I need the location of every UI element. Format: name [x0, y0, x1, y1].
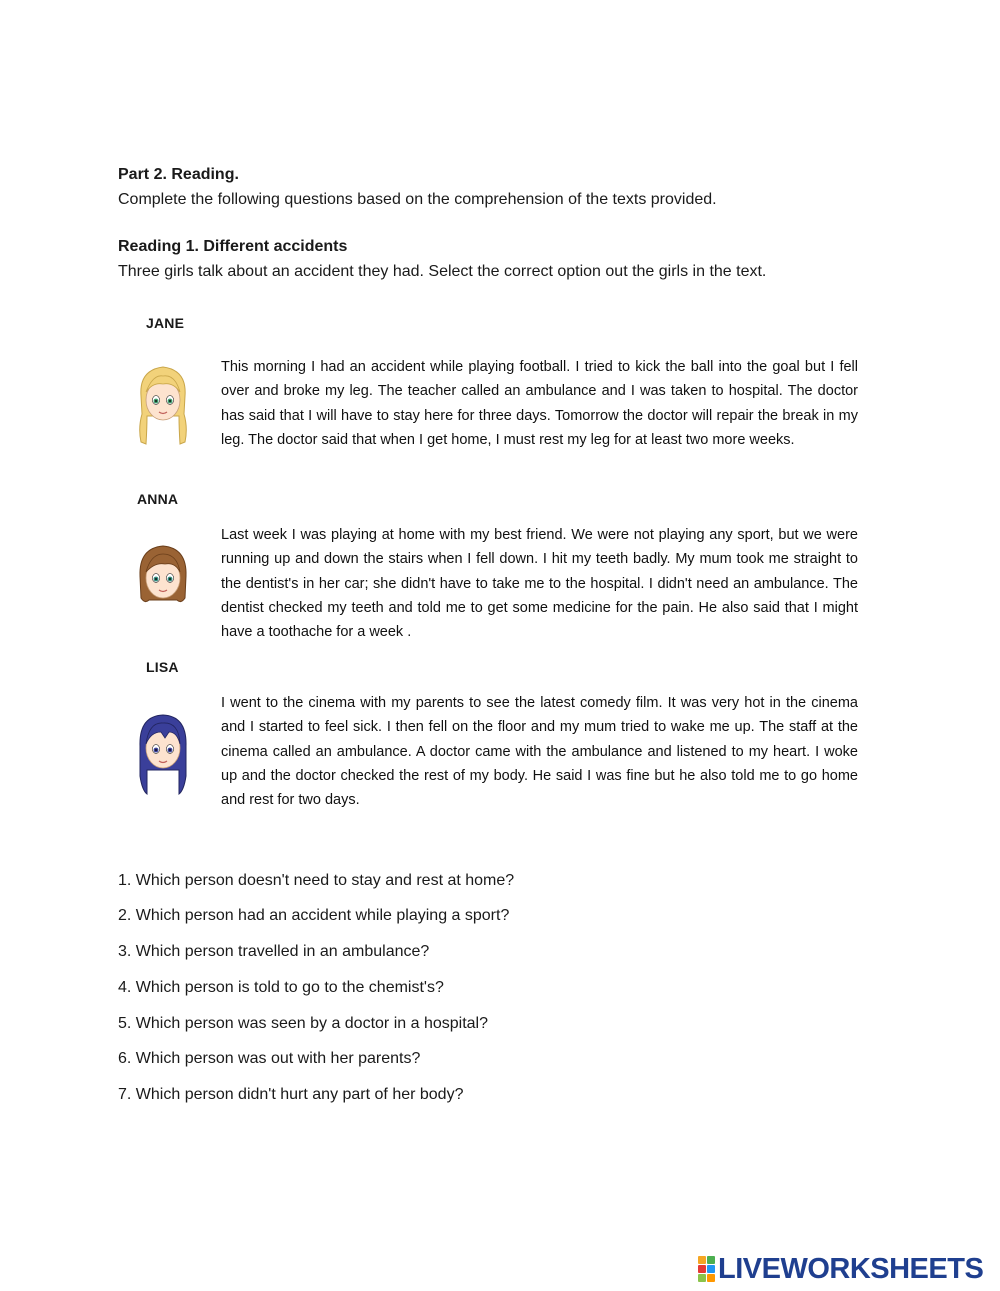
part-title: Part 2. Reading.: [118, 166, 239, 183]
logo-block: [707, 1274, 715, 1282]
question-2: 2. Which person had an accident while playing a sport?: [118, 907, 510, 924]
question-4: 4. Which person is told to go to the chemist's?: [118, 979, 444, 996]
reading-title: Reading 1. Different accidents: [118, 238, 348, 255]
logo-block: [698, 1265, 706, 1273]
question-5: 5. Which person was seen by a doctor in a hospital?: [118, 1015, 488, 1032]
jane-avatar-icon: [135, 362, 191, 448]
question-1: 1. Which person doesn't need to stay and rest at home?: [118, 872, 515, 889]
logo-block: [707, 1256, 715, 1264]
lisa-avatar-icon: [135, 710, 191, 796]
logo-block: [698, 1274, 706, 1282]
girl-name-anna: ANNA: [137, 491, 179, 507]
liveworksheets-logo: [698, 1254, 983, 1284]
reading-instruction: Three girls talk about an accident they had. Select the correct option out the girls in the text.: [118, 263, 767, 280]
logo-block: [698, 1256, 706, 1264]
logo-block: [707, 1265, 715, 1273]
anna-avatar-icon: [135, 540, 191, 626]
part-instruction: Complete the following questions based on the comprehension of the texts provided.: [118, 191, 717, 208]
girl-name-jane: JANE: [146, 315, 185, 331]
lisa-story: I went to the cinema with my parents to see the latest comedy film. It was very hot in the cinema and I started to feel sick. I then fell on the floor and my mum tried to wake me up. The staff at the cinema called an ambulance. A doctor came with the ambulance and listened to my heart. I woke up and the doctor checked the rest of my body. He said I was fine but he also told me to go home and rest for two days.: [221, 695, 858, 809]
logo-text: LIVEWORKSHEETS: [718, 1253, 984, 1285]
logo-blocks-icon: [698, 1256, 715, 1282]
question-7: 7. Which person didn't hurt any part of her body?: [118, 1086, 464, 1103]
girl-name-lisa: LISA: [146, 659, 179, 675]
question-3: 3. Which person travelled in an ambulance?: [118, 943, 430, 960]
anna-story: Last week I was playing at home with my best friend. We were not playing any sport, but we were running up and down the stairs when I fell down. I hit my teeth badly. My mum took me straight to the dentist's in her car; she didn't have to take me to the hospital. I didn't need an ambulance. The dentist checked my teeth and told me to get some medicine for the pain. He also said that I might have a toothache for a week .: [221, 527, 858, 641]
jane-story: This morning I had an accident while playing football. I tried to kick the ball into the goal but I fell over and broke my leg. The teacher called an ambulance and I was taken to hospital. The doctor has said that I will have to stay here for three days. Tomorrow the doctor will repair the break in my leg. The doctor said that when I get home, I must rest my leg for at least two more weeks.: [221, 359, 858, 448]
question-6: 6. Which person was out with her parents?: [118, 1050, 421, 1067]
